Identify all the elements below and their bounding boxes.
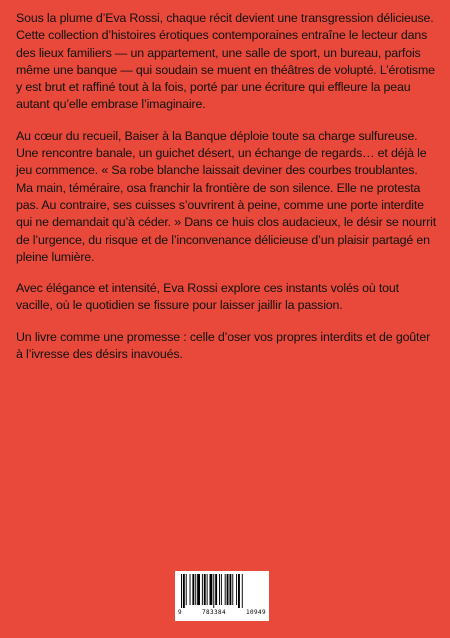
barcode-bar xyxy=(215,574,217,605)
blurb-paragraph-2: Au cœur du recueil, Baiser à la Banque déploie toute sa charge sulfureuse. Une rencontre banale, un guichet désert, un échange de regards… et déjà le jeu commence. « Sa robe blanche laissait deviner des courbes troublantes. Ma main, téméraire, osa franchir la frontière de son silence. Elle ne protesta pas. Au contraire, ses cuisses s’ouvrirent à peine, comme une porte interdite qui ne demandait qu’à céder. » Dans ce huis clos audacieux, le désir se nourrit de l’urgence, du risque et de l’inconvenance délicieuse d’un plaisir partagé en pleine lumière. xyxy=(16,128,437,264)
barcode-group-left: 783384 xyxy=(201,609,227,616)
isbn-barcode xyxy=(175,571,269,621)
back-cover-text xyxy=(16,10,436,377)
blurb-paragraph-1: Sous la plume d’Eva Rossi, chaque récit devient une transgression délicieuse. Cette collection d’histoires érotiques contemporaines entraîne le lecteur dans des lieux familiers — un appartement, une salle de sport, un bureau, parfois même une banque — qui soudain se muent en théâtres de volupté. L’érotisme y est brut et raffiné tout à la fois, porté par une écriture qui effleure la peau autant qu’elle embrase l’imaginaire. xyxy=(16,11,435,112)
barcode-bar xyxy=(213,574,214,608)
barcode-bar xyxy=(186,574,187,605)
barcode-bar xyxy=(183,574,185,608)
barcode-group-right: 10949 xyxy=(245,609,266,616)
barcode-number xyxy=(175,609,269,616)
barcode-bars xyxy=(179,574,265,608)
barcode-bar xyxy=(236,574,237,605)
barcode-bar xyxy=(219,574,220,605)
barcode-bar xyxy=(232,574,233,605)
barcode-bar xyxy=(227,574,229,605)
barcode-digit-first: 9 xyxy=(178,609,183,616)
barcode-bar xyxy=(221,574,222,605)
barcode-bar xyxy=(238,574,240,608)
barcode-bar xyxy=(192,574,194,605)
barcode-bar xyxy=(202,574,203,605)
blurb-paragraph-3: Avec élégance et intensité, Eva Rossi explore ces instants volés où tout vacille, où le quotidien se fissure pour laisser jaillir la passion. xyxy=(16,281,399,313)
barcode-bar xyxy=(204,574,206,605)
barcode-bar xyxy=(242,574,243,608)
barcode-bar xyxy=(197,574,200,605)
barcode-bar xyxy=(195,574,196,605)
barcode-bar xyxy=(207,574,208,605)
barcode-bar xyxy=(181,574,182,608)
barcode-bar xyxy=(225,574,226,605)
barcode-bar xyxy=(190,574,191,605)
blurb-paragraph-4: Un livre comme une promesse : celle d’oser vos propres interdits et de goûter à l’ivresse des désirs inavoués. xyxy=(16,329,431,362)
barcode-bar xyxy=(210,574,213,605)
barcode-bar xyxy=(229,574,231,605)
